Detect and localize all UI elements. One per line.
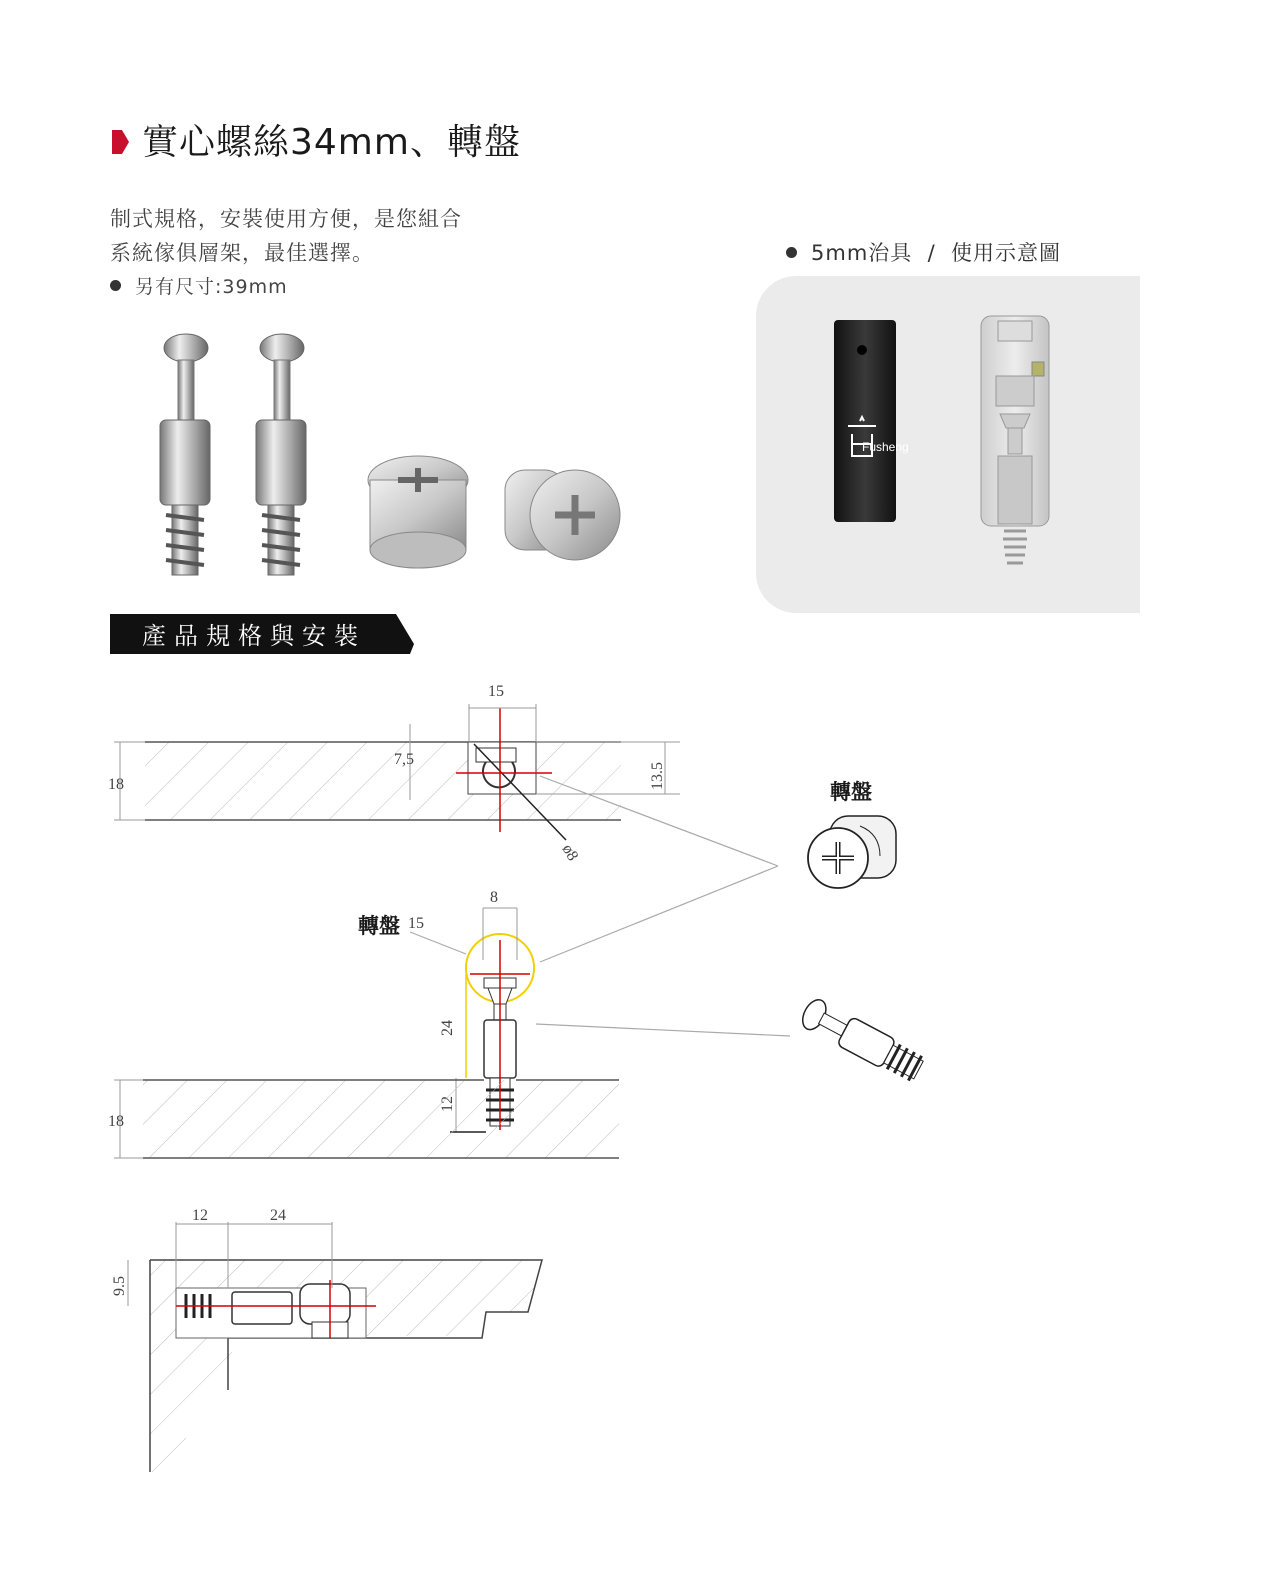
screw-callout-image xyxy=(798,996,926,1084)
description-line-1: 制式規格，安裝使用方便，是您組合 xyxy=(110,207,462,231)
alt-size-text: 另有尺寸:39mm xyxy=(135,276,288,298)
description-line-2: 系統傢俱層架，最佳選擇。 xyxy=(110,241,374,265)
bullet-icon xyxy=(110,280,121,291)
section-title: 產品規格與安裝 xyxy=(142,622,366,650)
tool-caption xyxy=(786,237,1061,267)
cam-callout-label: 轉盤 xyxy=(358,914,400,938)
dim-phi8: ø8 xyxy=(558,841,582,864)
usage-diagram xyxy=(981,316,1049,563)
title-marker-icon xyxy=(110,128,130,156)
dim-7-5: 7,5 xyxy=(394,751,414,768)
tool-illustration xyxy=(756,276,1140,613)
tool-caption-text: 5mm治具 / 使用示意圖 xyxy=(811,241,1062,265)
cam-label: 轉盤 xyxy=(830,780,872,804)
cam-photo-2 xyxy=(505,470,620,560)
dim-15-callout: 15 xyxy=(408,915,424,932)
dim-8: 8 xyxy=(490,889,498,906)
jig-tool xyxy=(834,320,896,522)
screw-photo-2 xyxy=(256,334,306,575)
cam-photo-1 xyxy=(368,456,468,568)
panel-middle xyxy=(114,1080,619,1158)
screw-photo-1 xyxy=(160,334,210,575)
jig-brand-name: Fusheng xyxy=(862,440,909,454)
panel-top xyxy=(114,704,680,840)
dim-13-5: 13.5 xyxy=(649,762,666,790)
alt-size-note xyxy=(110,272,288,299)
dim-12-bottom: 12 xyxy=(192,1207,208,1224)
cam-callout-image xyxy=(808,816,896,888)
product-photos xyxy=(150,320,630,590)
dim-9-5: 9.5 xyxy=(111,1276,128,1296)
corner-assembly xyxy=(128,1222,542,1472)
page-title: 實心螺絲34mm、轉盤 xyxy=(142,122,521,163)
dim-24-bottom: 24 xyxy=(270,1207,286,1224)
dim-18-middle: 18 xyxy=(108,1113,124,1130)
dim-18-top: 18 xyxy=(108,776,124,793)
description xyxy=(110,202,462,270)
installation-drawing xyxy=(0,670,1276,1490)
bullet-icon xyxy=(786,247,797,258)
dim-15-top: 15 xyxy=(488,683,504,700)
dim-24: 24 xyxy=(439,1020,456,1036)
